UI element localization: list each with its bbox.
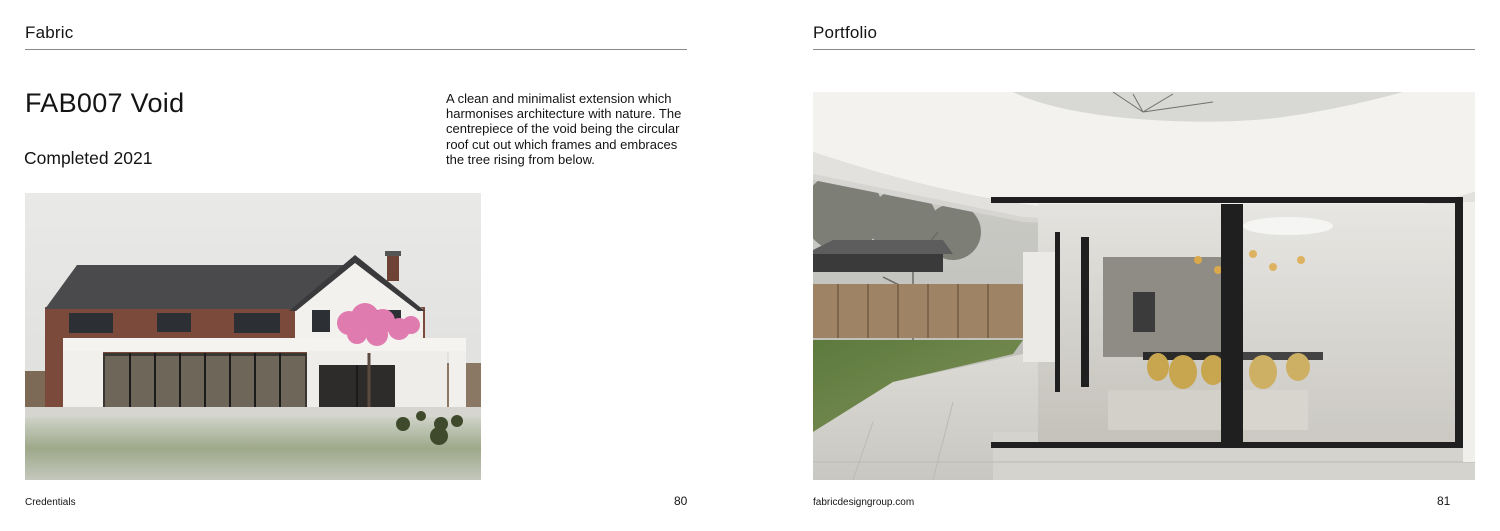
header-rule: [25, 49, 687, 50]
project-description: A clean and minimalist extension which harmonises architecture with nature. The centrepiece of the void being the circular roof cut out which frames and embraces the tree rising from below.: [446, 91, 682, 167]
page-number: 80: [674, 494, 688, 508]
page-number: 81: [1437, 494, 1451, 508]
house-exterior-photo: [25, 193, 481, 480]
completed-date: Completed 2021: [24, 148, 153, 168]
section-title: Portfolio: [813, 23, 878, 42]
section-title: Fabric: [25, 23, 74, 42]
project-title: FAB007 Void: [25, 88, 185, 118]
footer-url: fabricdesigngroup.com: [813, 497, 915, 508]
footer-label: Credentials: [25, 497, 76, 508]
header-rule: [813, 49, 1475, 50]
extension-interior-photo: [813, 92, 1475, 480]
right-page: [750, 0, 1500, 531]
